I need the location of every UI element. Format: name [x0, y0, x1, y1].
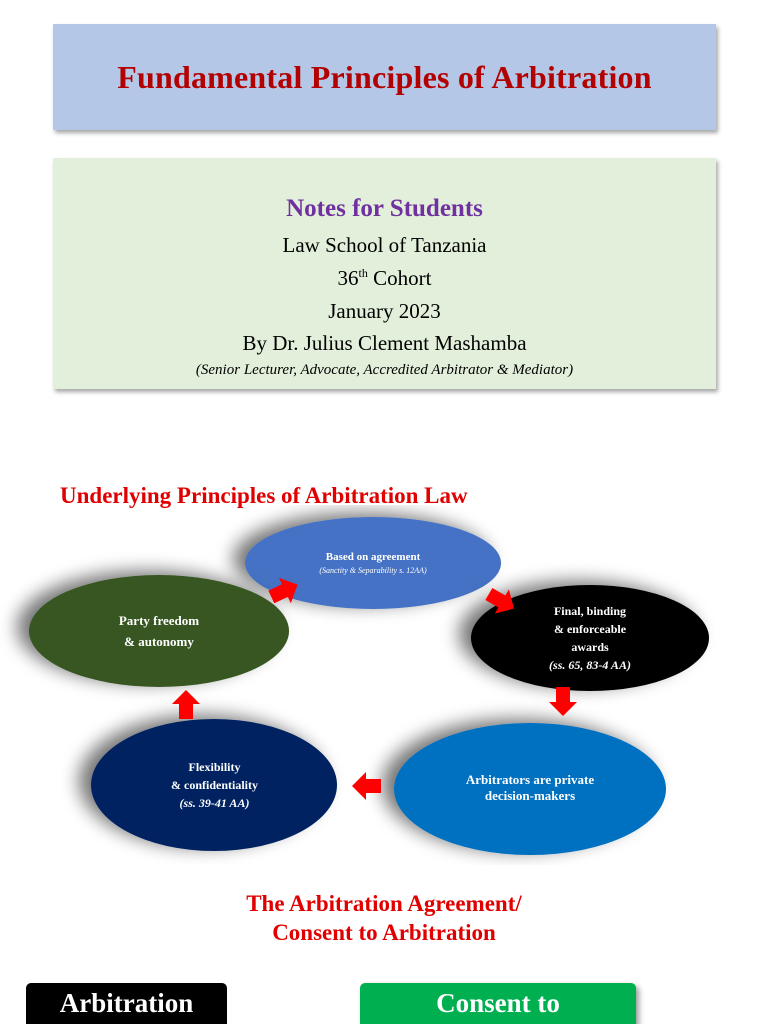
principles-cycle-diagram: [0, 505, 768, 865]
node-party-line2: & autonomy: [124, 634, 194, 649]
consent-box: Consent to: [360, 983, 636, 1024]
node-private-line2: decision-makers: [484, 788, 576, 803]
page-title: Fundamental Principles of Arbitration: [117, 58, 652, 95]
arrow-flexibility-to-party: [172, 690, 200, 719]
node-party-line1: Party freedom: [118, 613, 200, 628]
principles-heading: Underlying Principles of Arbitration Law: [60, 483, 468, 508]
author-line: By Dr. Julius Clement Mashamba: [242, 331, 527, 355]
cohort-word: Cohort: [373, 266, 432, 290]
node-agreement-sub: (Sanctity & Separability s. 12AA): [319, 566, 427, 575]
node-final-line1: Final, binding: [553, 604, 627, 618]
arrow-private-to-flexibility: [352, 772, 381, 800]
consent-heading-line2: Consent to Arbitration: [272, 920, 496, 945]
node-private-line1: Arbitrators are private: [465, 772, 595, 787]
node-flexibility-line2: & confidentiality: [171, 778, 258, 792]
credentials-line: (Senior Lecturer, Advocate, Accredited Arbitrator & Mediator): [195, 362, 574, 378]
consent-heading-line1: The Arbitration Agreement/: [246, 891, 522, 916]
arbitration-box: Arbitration: [26, 983, 227, 1024]
node-final-line4: (ss. 65, 83-4 AA): [549, 658, 631, 672]
node-party-label: [30, 575, 288, 687]
node-flexibility-line3: (ss. 39-41 AA): [179, 796, 250, 810]
title-banner: [53, 24, 716, 130]
node-flexibility-line1: Flexibility: [188, 760, 241, 774]
node-final-label: [472, 585, 708, 691]
school-name: Law School of Tanzania: [282, 233, 487, 257]
notes-heading: Notes for Students: [286, 195, 483, 222]
node-final-line3: awards: [571, 640, 609, 654]
node-agreement-title: Based on agreement: [325, 551, 421, 563]
node-final-line2: & enforceable: [553, 622, 627, 636]
info-panel: [53, 158, 716, 389]
node-private-label: [395, 723, 665, 853]
arrow-final-to-private: [549, 687, 577, 716]
node-flexibility-label: [92, 719, 337, 851]
cohort-line: [53, 266, 716, 291]
cohort-number: 36: [337, 266, 359, 290]
date-line: January 2023: [328, 299, 441, 323]
consent-heading: [0, 889, 768, 947]
cohort-suffix: th: [358, 266, 368, 280]
